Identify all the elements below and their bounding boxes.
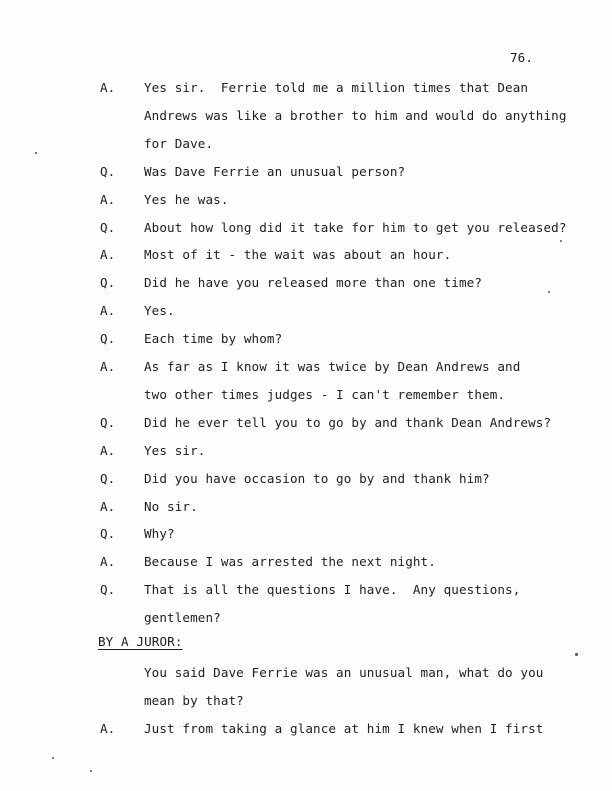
testimony-line: Did you have occasion to go by and thank him?: [144, 470, 490, 486]
testimony-line: Yes.: [144, 303, 175, 319]
section-heading: BY A JUROR:: [98, 634, 183, 649]
scan-speck: [575, 653, 578, 656]
scan-speck: [548, 291, 550, 293]
speaker-label: Q.: [100, 219, 116, 235]
testimony-line: As far as I know it was twice by Dean Andrews and: [144, 359, 521, 374]
testimony-line: Most of it - the wait was about an hour.: [144, 247, 452, 263]
speaker-label: Q.: [100, 275, 116, 291]
speaker-label: Q.: [100, 414, 116, 430]
testimony-line: for Dave.: [144, 135, 214, 151]
testimony-line: Just from taking a glance at him I knew when I first: [144, 721, 544, 736]
speaker-label: A.: [100, 80, 116, 95]
testimony-line: Yes sir. Ferrie told me a million times that Dean: [144, 80, 529, 95]
testimony-line: About how long did it take for him to get you released?: [144, 219, 567, 235]
speaker-label: Q.: [100, 163, 116, 179]
scan-speck: [52, 757, 54, 759]
testimony-line: Was Dave Ferrie an unusual person?: [144, 163, 406, 179]
testimony-line: Each time by whom?: [144, 331, 283, 347]
speaker-label: A.: [100, 442, 116, 458]
speaker-label: A.: [100, 554, 116, 570]
speaker-label: Q.: [100, 526, 116, 542]
speaker-label: A.: [100, 247, 116, 263]
speaker-label: Q.: [100, 331, 116, 347]
speaker-label: Q.: [100, 582, 116, 598]
scan-speck: [560, 240, 562, 242]
speaker-label: A.: [100, 721, 116, 736]
testimony-line: No sir.: [144, 498, 198, 514]
speaker-label: A.: [100, 359, 116, 374]
scan-speck: [35, 152, 37, 154]
testimony-line: Yes he was.: [144, 191, 229, 207]
testimony-line: Why?: [144, 526, 175, 542]
testimony-line: gentlemen?: [144, 610, 221, 626]
testimony-line: You said Dave Ferrie was an unusual man, what do you: [144, 665, 544, 680]
page-number: 76.: [510, 50, 534, 65]
speaker-label: A.: [100, 498, 116, 514]
speaker-label: A.: [100, 191, 116, 207]
testimony-line: mean by that?: [144, 693, 244, 708]
testimony-line: That is all the questions I have. Any questions,: [144, 582, 521, 598]
testimony-line: Yes sir.: [144, 442, 206, 458]
testimony-line: Andrews was like a brother to him and would do anything: [144, 107, 567, 123]
speaker-label: Q.: [100, 470, 116, 486]
scan-speck: [90, 770, 92, 772]
testimony-line: two other times judges - I can't remember them.: [144, 386, 506, 402]
testimony-line: Because I was arrested the next night.: [144, 554, 436, 570]
testimony-line: Did he have you released more than one time?: [144, 275, 483, 291]
testimony-line: Did he ever tell you to go by and thank Dean Andrews?: [144, 414, 552, 430]
speaker-label: A.: [100, 303, 116, 319]
